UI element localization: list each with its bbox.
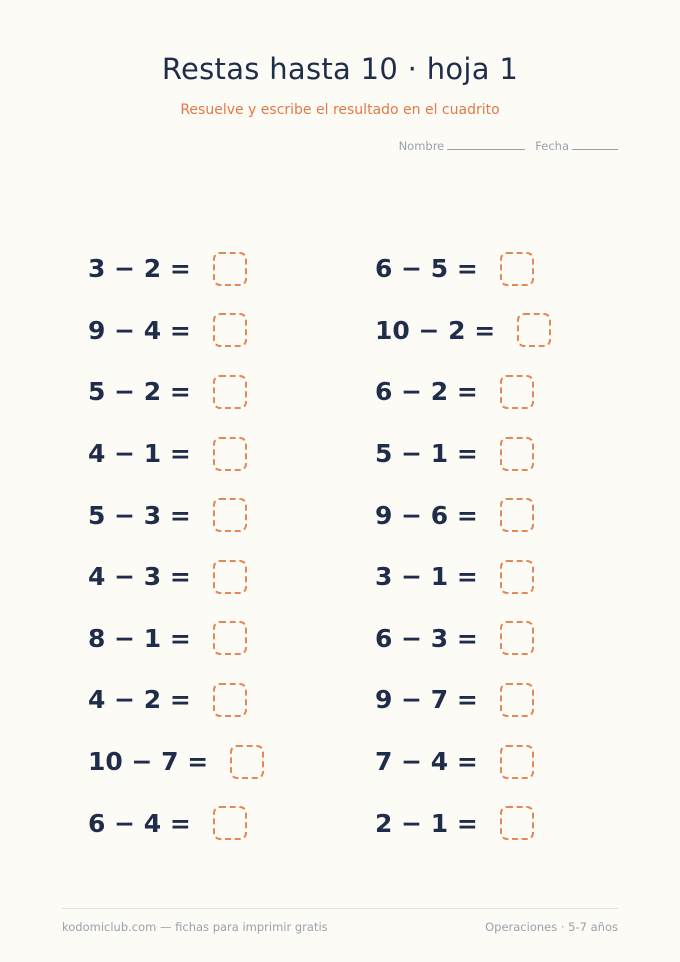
date-field[interactable]: [535, 139, 618, 153]
answer-box[interactable]: [213, 560, 247, 594]
problem-row: [88, 546, 264, 608]
answer-box[interactable]: [500, 560, 534, 594]
answer-box[interactable]: [213, 375, 247, 409]
left-column: [88, 238, 264, 854]
date-line: [572, 139, 618, 150]
problem-row: [375, 608, 551, 670]
problem-row: [88, 731, 264, 793]
problem-row: [375, 423, 551, 485]
problem-row: [88, 792, 264, 854]
problem-row: [88, 669, 264, 731]
subtitle: Resuelve y escribe el resultado en el cuadrito: [180, 102, 500, 118]
answer-box[interactable]: [500, 621, 534, 655]
problem-row: [375, 731, 551, 793]
problem-expression: 10 − 7 =: [88, 747, 209, 777]
problem-row: [375, 669, 551, 731]
footer-divider: [62, 908, 618, 909]
answer-box[interactable]: [500, 437, 534, 471]
problem-expression: 3 − 2 =: [88, 254, 191, 284]
problem-expression: 3 − 1 =: [375, 562, 478, 592]
problem-row: [375, 546, 551, 608]
problem-row: [375, 300, 551, 362]
problem-row: [88, 300, 264, 362]
problem-expression: 4 − 3 =: [88, 562, 191, 592]
answer-box[interactable]: [230, 745, 264, 779]
answer-box[interactable]: [213, 437, 247, 471]
name-field[interactable]: [399, 139, 526, 153]
problem-row: [88, 484, 264, 546]
page-title: Restas hasta 10 · hoja 1: [161, 52, 519, 86]
answer-box[interactable]: [213, 621, 247, 655]
date-label: Fecha: [535, 139, 569, 153]
problem-expression: 2 − 1 =: [375, 808, 478, 838]
problem-expression: 9 − 4 =: [88, 315, 191, 345]
problem-expression: 9 − 7 =: [375, 685, 478, 715]
problem-row: [375, 792, 551, 854]
problem-expression: 5 − 3 =: [88, 500, 191, 530]
answer-box[interactable]: [500, 683, 534, 717]
answer-box[interactable]: [500, 252, 534, 286]
problem-expression: 6 − 2 =: [375, 377, 478, 407]
problem-expression: 7 − 4 =: [375, 747, 478, 777]
answer-box[interactable]: [213, 683, 247, 717]
answer-box[interactable]: [213, 313, 247, 347]
answer-box[interactable]: [213, 252, 247, 286]
problem-row: [375, 238, 551, 300]
problem-expression: 6 − 4 =: [88, 808, 191, 838]
problem-expression: 9 − 6 =: [375, 500, 478, 530]
name-line: [447, 139, 525, 150]
answer-box[interactable]: [213, 498, 247, 532]
answer-box[interactable]: [500, 375, 534, 409]
footer-category-text: Operaciones · 5-7 años: [485, 920, 618, 934]
answer-box[interactable]: [500, 806, 534, 840]
problem-row: [88, 238, 264, 300]
problem-row: [88, 361, 264, 423]
problem-expression: 4 − 1 =: [88, 439, 191, 469]
problem-expression: 4 − 2 =: [88, 685, 191, 715]
problem-expression: 10 − 2 =: [375, 315, 496, 345]
name-label: Nombre: [398, 139, 445, 153]
footer-site-text: kodomiclub.com — fichas para imprimir gratis: [62, 920, 328, 934]
problem-row: [88, 608, 264, 670]
right-column: [375, 238, 551, 854]
problem-expression: 8 − 1 =: [88, 623, 191, 653]
problem-row: [375, 484, 551, 546]
problem-expression: 6 − 3 =: [375, 623, 478, 653]
problem-row: [375, 361, 551, 423]
problem-expression: 5 − 1 =: [375, 439, 478, 469]
problem-row: [88, 423, 264, 485]
answer-box[interactable]: [500, 498, 534, 532]
answer-box[interactable]: [500, 745, 534, 779]
problem-expression: 5 − 2 =: [88, 377, 191, 407]
name-date-fields: [399, 139, 618, 153]
problem-expression: 6 − 5 =: [375, 254, 478, 284]
answer-box[interactable]: [517, 313, 551, 347]
answer-box[interactable]: [213, 806, 247, 840]
